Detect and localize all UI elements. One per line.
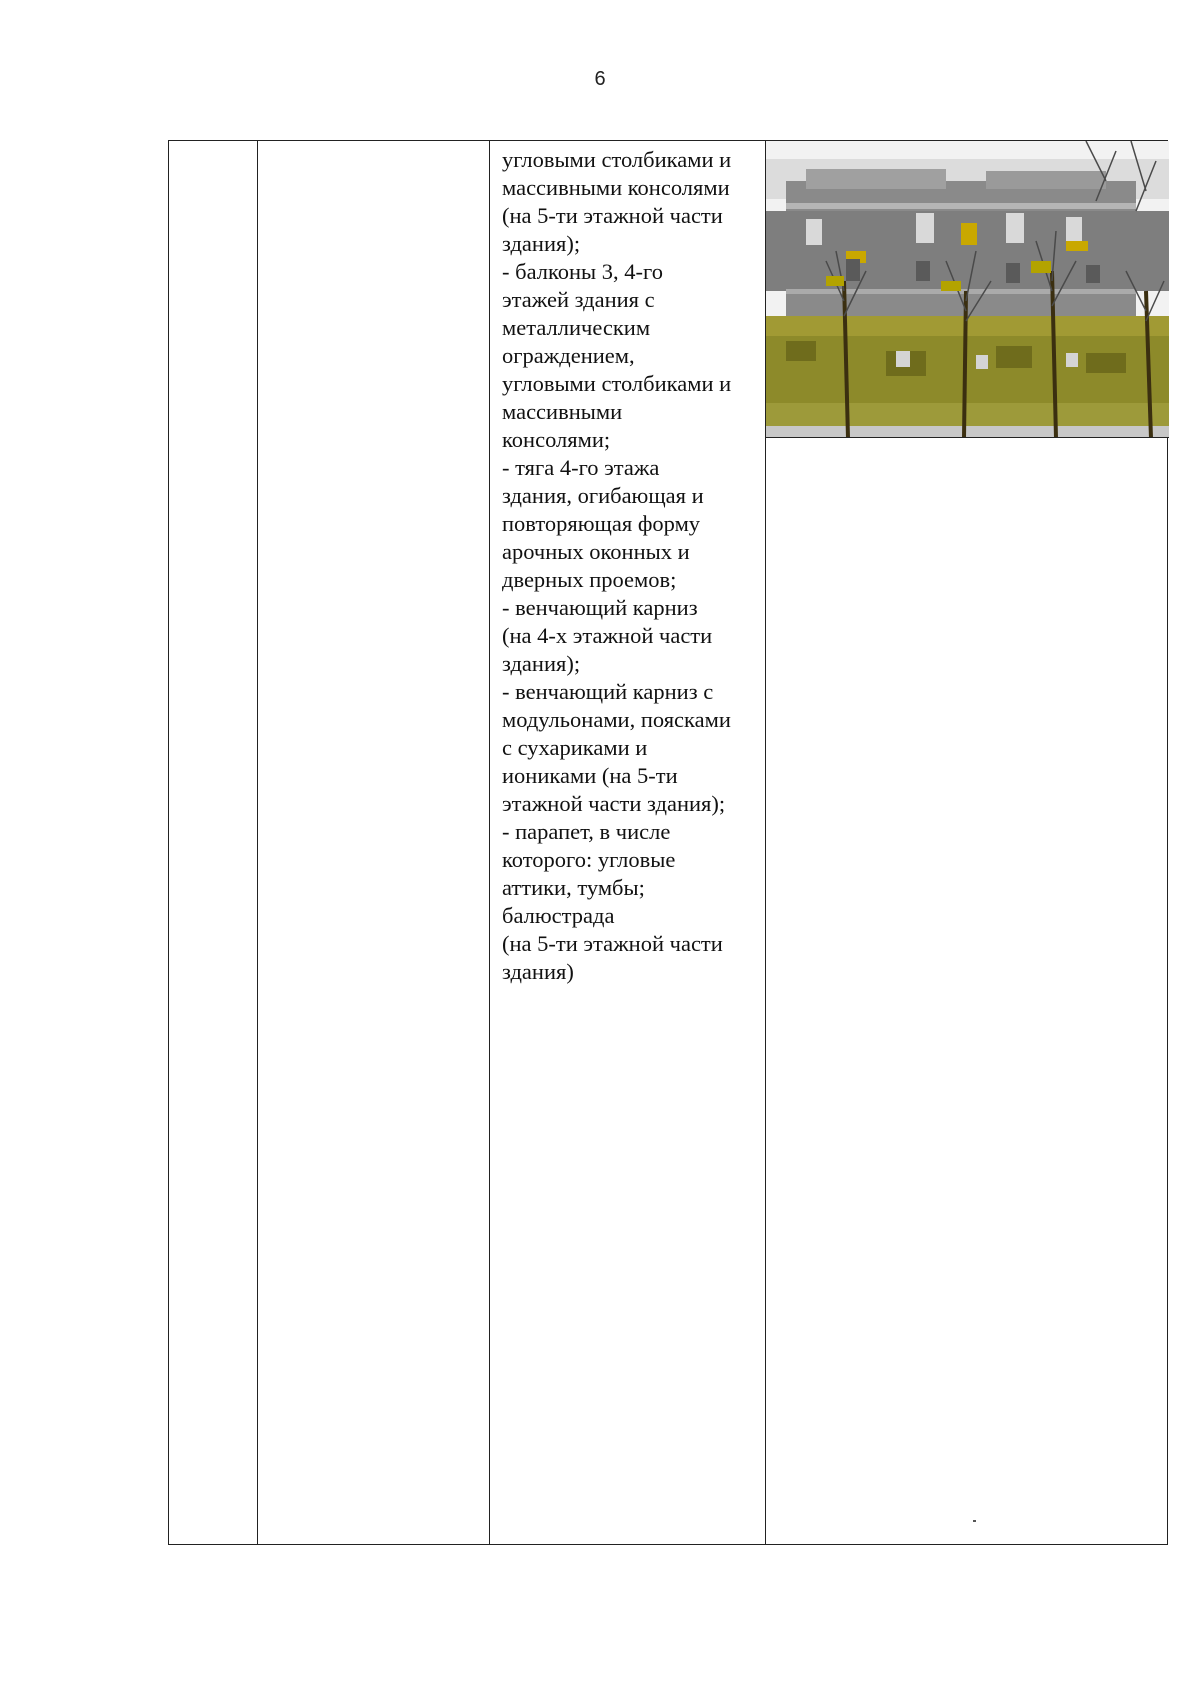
- description-line: иониками (на 5-ти: [502, 763, 678, 788]
- description-line: металлическим: [502, 315, 651, 340]
- description-line: арочных оконных и: [502, 539, 690, 564]
- page-number: 6: [594, 68, 606, 90]
- column-divider-1: [257, 141, 258, 1544]
- description-line: здания): [502, 959, 574, 984]
- description-line: - парапет, в числе: [502, 819, 671, 844]
- description-line: здания);: [502, 231, 581, 256]
- description-line: угловыми столбиками и: [502, 371, 732, 396]
- description-cell: [502, 146, 770, 986]
- description-line: (на 5-ти этажной части: [502, 203, 723, 228]
- description-line: повторяющая форму: [502, 511, 701, 536]
- description-line: массивными: [502, 399, 623, 424]
- scan-speck: [973, 1520, 976, 1522]
- column-divider-2: [489, 141, 490, 1544]
- description-line: ограждением,: [502, 343, 635, 368]
- description-line: которого: угловые: [502, 847, 676, 872]
- description-line: с сухариками и: [502, 735, 648, 760]
- description-line: этажей здания с: [502, 287, 655, 312]
- description-line: угловыми столбиками и: [502, 147, 732, 172]
- description-line: - венчающий карниз с: [502, 679, 714, 704]
- description-line: этажной части здания);: [502, 791, 726, 816]
- document-table: [168, 140, 1168, 1545]
- building-photo-image: [766, 141, 1169, 438]
- description-line: (на 5-ти этажной части: [502, 931, 723, 956]
- description-line: дверных проемов;: [502, 567, 677, 592]
- description-line: здания, огибающая и: [502, 483, 704, 508]
- description-line: консолями;: [502, 427, 611, 452]
- description-line: массивными консолями: [502, 175, 730, 200]
- description-line: аттики, тумбы;: [502, 875, 645, 900]
- description-line: модульонами, поясками: [502, 707, 731, 732]
- description-line: здания);: [502, 651, 581, 676]
- description-line: - венчающий карниз: [502, 595, 698, 620]
- description-line: - тяга 4-го этажа: [502, 455, 660, 480]
- building-photo: [766, 141, 1169, 438]
- description-line: балюстрада: [502, 903, 615, 928]
- description-line: (на 4-х этажной части: [502, 623, 713, 648]
- description-line: - балконы 3, 4-го: [502, 259, 663, 284]
